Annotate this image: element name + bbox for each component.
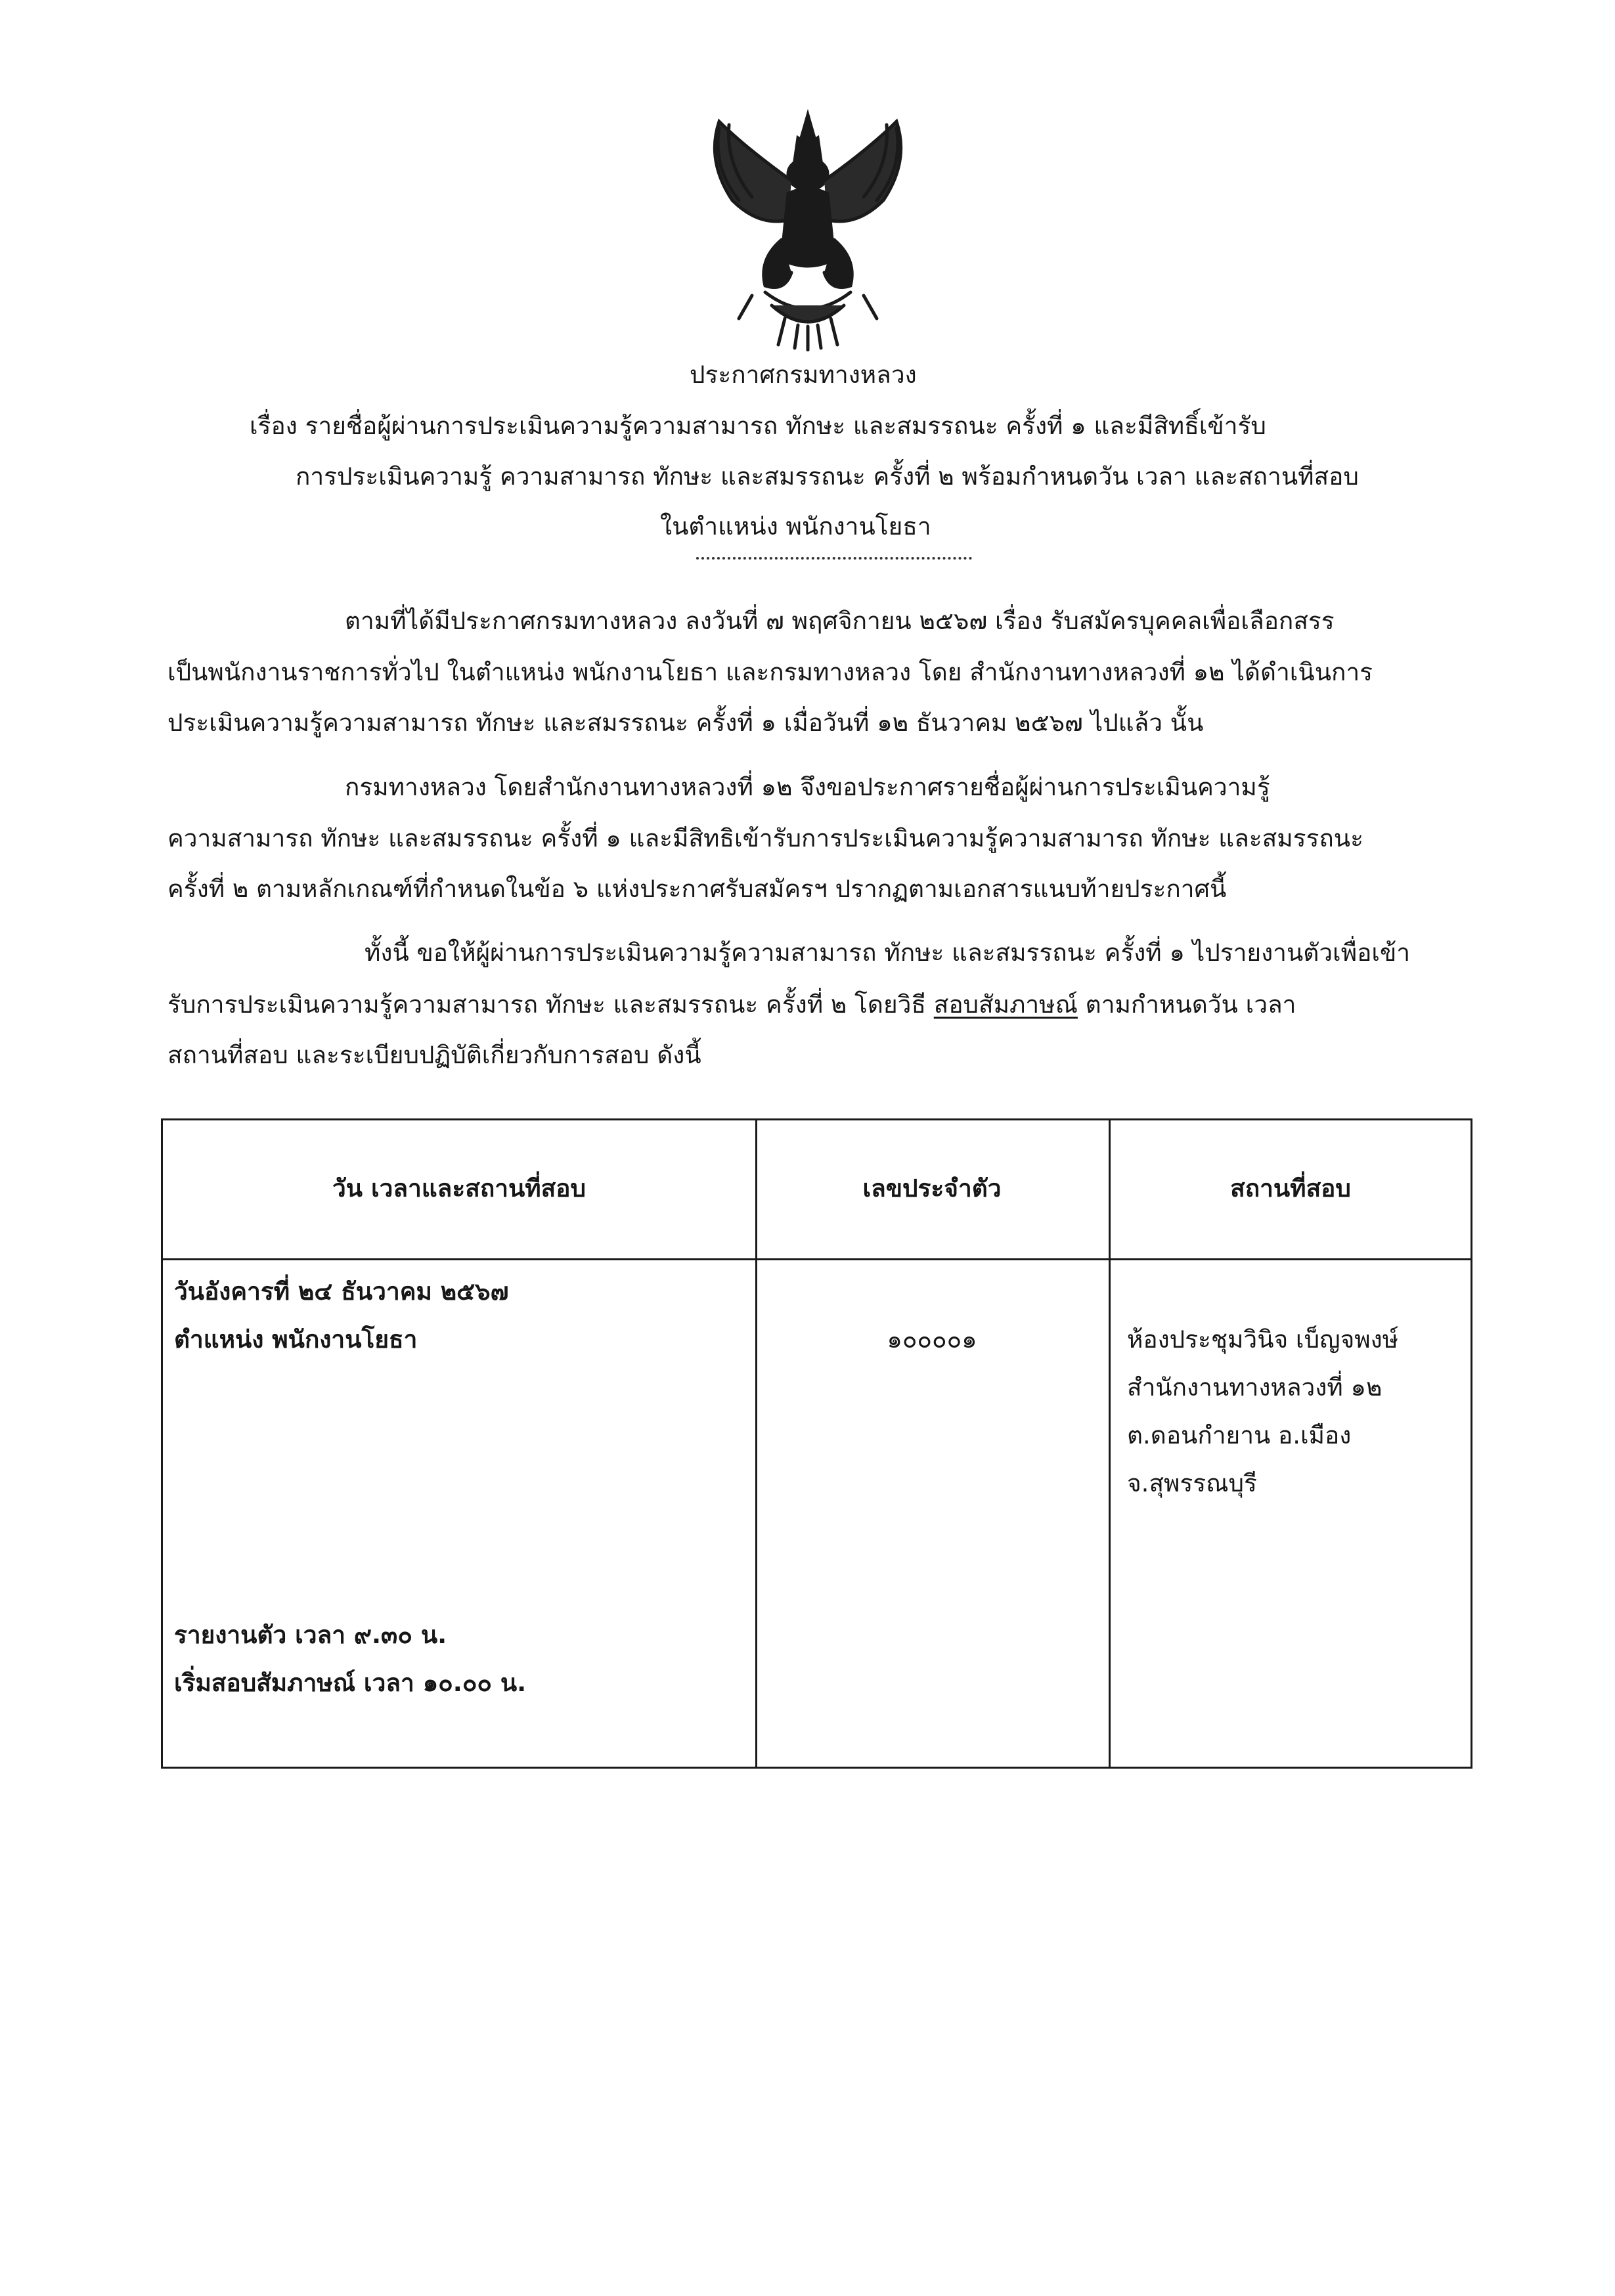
separator-dots — [696, 557, 972, 560]
paragraph-3-line-2 — [167, 989, 1296, 1021]
paragraph-2-line-3: ครั้งที่ ๒ ตามหลักเกณฑ์ที่กำหนดในข้อ ๖ แห่งประกาศรับสมัครฯ ปรากฏตามเอกสารแนบท้ายประกาศนี้ — [167, 875, 1227, 903]
venue-line-1: ห้องประชุมวินิจ เบ็ญจพงษ์ — [1127, 1325, 1399, 1354]
subject-line-1: เรื่อง รายชื่อผู้ผ่านการประเมินความรู้ความสามารถ ทักษะ และสมรรถนะ ครั้งที่ ๑ และมีสิทธิ์เข้ารับ — [250, 412, 1266, 440]
paragraph-1-line-3: ประเมินความรู้ความสามารถ ทักษะ และสมรรถนะ ครั้งที่ ๑ เมื่อวันที่ ๑๒ ธันวาคม ๒๕๖๗ ไปแล้ว นั้น — [167, 709, 1204, 737]
subject-line-2: การประเมินความรู้ ความสามารถ ทักษะ และสมรรถนะ ครั้งที่ ๒ พร้อมกำหนดวัน เวลา และสถานที่สอบ — [296, 462, 1359, 491]
paragraph-2-line-1: กรมทางหลวง โดยสำนักงานทางหลวงที่ ๑๒ จึงขอประกาศรายชื่อผู้ผ่านการประเมินความรู้ — [345, 773, 1270, 801]
table-header-schedule: วัน เวลาและสถานที่สอบ — [332, 1174, 586, 1203]
exam-position: ตำแหน่ง พนักงานโยธา — [174, 1325, 418, 1354]
exam-date: วันอังคารที่ ๒๔ ธันวาคม ๒๕๖๗ — [174, 1277, 509, 1306]
start-time: เริ่มสอบสัมภาษณ์ เวลา ๑๐.๐๐ น. — [174, 1669, 527, 1697]
interview-method-underlined: สอบสัมภาษณ์ — [933, 990, 1078, 1019]
report-time: รายงานตัว เวลา ๙.๓๐ น. — [174, 1621, 447, 1649]
garuda-emblem-icon — [693, 108, 923, 351]
announcement-org: ประกาศกรมทางหลวง — [690, 361, 917, 389]
table-header-venue: สถานที่สอบ — [1230, 1174, 1351, 1203]
paragraph-1-line-2: เป็นพนักงานราชการทั่วไป ในตำแหน่ง พนักงานโยธา และกรมทางหลวง โดย สำนักงานทางหลวงที่ ๑๒ ได้ดำเนินการ — [167, 658, 1373, 686]
paragraph-3-line-3: สถานที่สอบ และระเบียบปฏิบัติเกี่ยวกับการสอบ ดังนี้ — [167, 1041, 701, 1069]
venue-line-4: จ.สุพรรณบุรี — [1127, 1469, 1257, 1497]
table-header-id: เลขประจำตัว — [862, 1174, 1002, 1203]
paragraph-2-line-2: ความสามารถ ทักษะ และสมรรถนะ ครั้งที่ ๑ และมีสิทธิเข้ารับการประเมินความรู้ความสามารถ ทักษะ และสมรรถนะ — [167, 824, 1363, 852]
venue-line-2: สำนักงานทางหลวงที่ ๑๒ — [1127, 1373, 1383, 1402]
paragraph-3-line-2-start: รับการประเมินความรู้ความสามารถ ทักษะ และสมรรถนะ ครั้งที่ ๒ โดยวิธี — [167, 990, 934, 1019]
venue-line-3: ต.ดอนกำยาน อ.เมือง — [1127, 1421, 1352, 1449]
candidate-id: ๑๐๐๐๐๑ — [887, 1325, 977, 1354]
paragraph-3-line-1: ทั้งนี้ ขอให้ผู้ผ่านการประเมินความรู้ความสามารถ ทักษะ และสมรรถนะ ครั้งที่ ๑ ไปรายงานตัวเพื่อเข้า — [365, 938, 1411, 967]
paragraph-1-line-1: ตามที่ได้มีประกาศกรมทางหลวง ลงวันที่ ๗ พฤศจิกายน ๒๕๖๗ เรื่อง รับสมัครบุคคลเพื่อเลือกสรร — [345, 607, 1335, 635]
subject-line-3: ในตำแหน่ง พนักงานโยธา — [660, 512, 931, 541]
exam-schedule-table — [161, 1118, 1472, 1769]
paragraph-3-line-2-end: ตามกำหนดวัน เวลา — [1077, 990, 1296, 1019]
